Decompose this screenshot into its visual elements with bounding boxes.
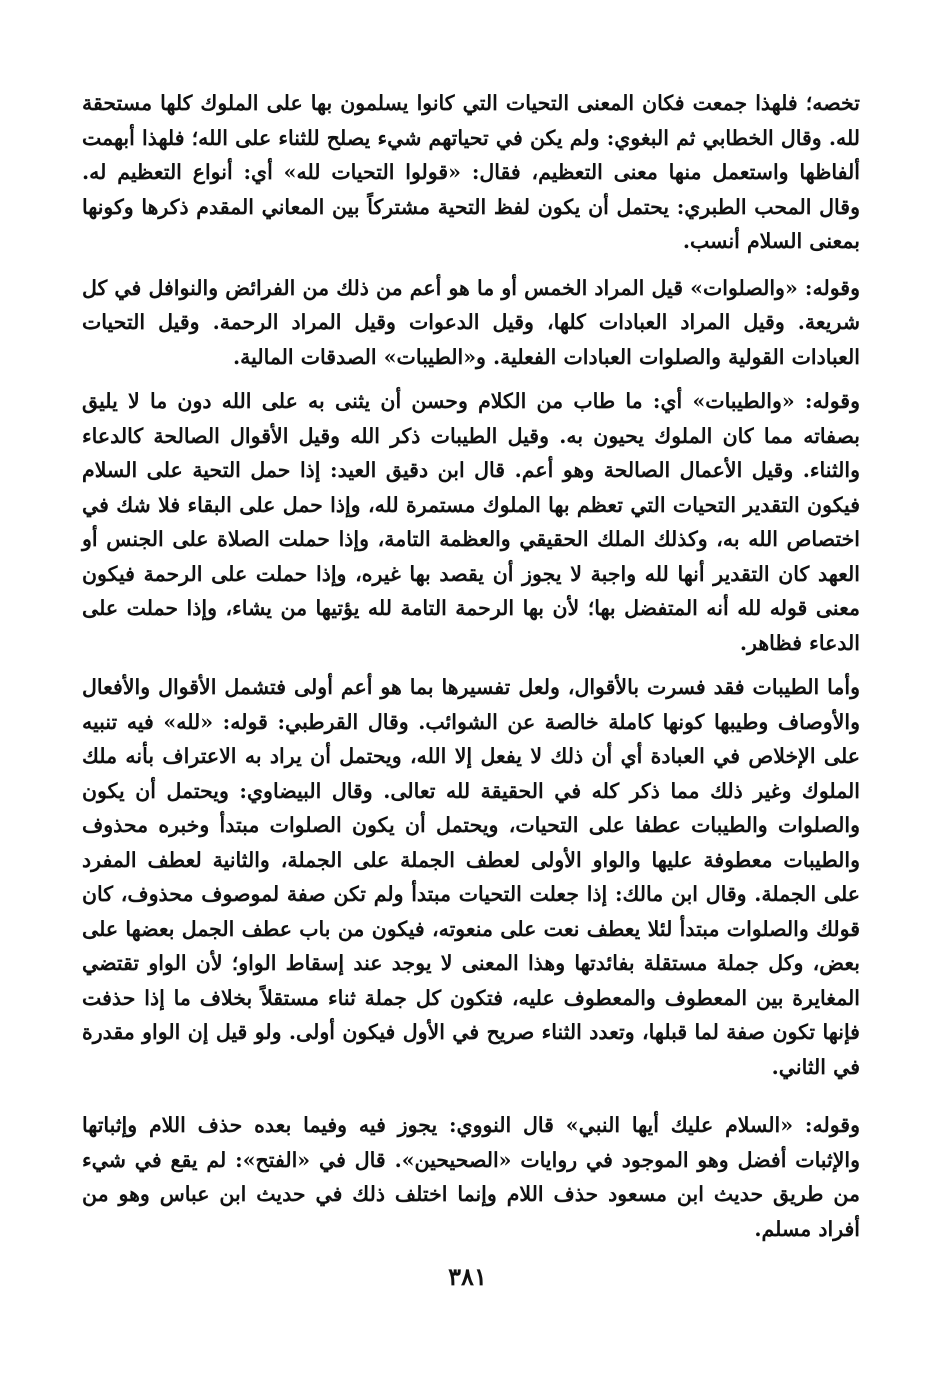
paragraph-tayyibat: وقوله: «والطيبات» أي: ما طاب من الكلام وحسن أن يثنى به على الله دون ما لا يليق بصفاته مما كان الملوك يحيون به. وقيل الطيبات ذكر الله وقيل الأقوال الصالحة كالدعاء والثناء. وقيل الأعمال الصالحة وهو أعم. قال ابن دقيق العيد: إذا حمل التحية على السلام فيكون التقدير التحيات التي تعظم بها الملوك مستمرة لله، وإذا حمل على البقاء فلا شك في اختصاص الله به، وكذلك الملك الحقيقي والعظمة التامة، وإذا حملت الصلاة على الجنس أو العهد كان التقدير أنها لله واجبة لا يجوز أن يقصد بها غيره، وإذا حملت على الرحمة فيكون معنى قوله لله أنه المتفضل بها؛ لأن بها الرحمة التامة لله يؤتيها من يشاء، وإذا حملت على الدعاء فظاهر. xyxy=(82,389,860,655)
paragraph-salam: وقوله: «السلام عليك أيها النبي» قال النووي: يجوز فيه وفيما بعده حذف اللام وإثباتها والإثبات أفضل وهو الموجود في روايات «الصحيحين». قال في «الفتح»: لم يقع في شيء من طريق حديث ابن مسعود حذف اللام وإنما اختلف ذلك في حديث ابن عباس وهو من أفراد مسلم. xyxy=(82,1113,860,1241)
page-body xyxy=(82,86,860,1246)
paragraph-tayyibat-tafsir: وأما الطيبات فقد فسرت بالأقوال، ولعل تفسيرها بما هو أعم أولى فتشمل الأقوال والأفعال والأوصاف وطيبها كونها كاملة خالصة عن الشوائب. وقال القرطبي: قوله: «لله» فيه تنبيه على الإخلاص في العبادة أي أن ذلك لا يفعل إلا الله، ويحتمل أن يراد به الاعتراف بأنه ملك الملوك وغير ذلك مما ذكر كله في الحقيقة لله تعالى. وقال البيضاوي: ويحتمل أن يكون والصلوات والطيبات عطفا على التحيات، ويحتمل أن يكون الصلوات مبتدأ وخبره محذوف والطيبات معطوفة عليها والواو الأولى لعطف الجملة على الجملة، والثانية لعطف المفرد على الجملة. وقال ابن مالك: إذا جعلت التحيات مبتدأ ولم تكن صفة لموصوف محذوف، كان قولك والصلوات مبتدأ لئلا يعطف نعت على منعوته، فيكون من باب عطف الجمل بعضها على بعض، وكل جملة مستقلة بفائدتها وهذا المعنى لا يوجد عند إسقاط الواو؛ لأن الواو تقتضي المغايرة بين المعطوف والمعطوف عليه، فتكون كل جملة ثناء مستقلاً بخلاف ما إذا حذفت فإنها تكون صفة لما قبلها، وتعدد الثناء صريح في الأول فيكون أولى. ولو قيل إن الواو مقدرة في الثاني. xyxy=(82,675,860,1079)
paragraph-salawat: وقوله: «والصلوات» قيل المراد الخمس أو ما هو أعم من ذلك من الفرائض والنوافل في كل شريعة. وقيل المراد العبادات كلها، وقيل الدعوات وقيل المراد الرحمة. وقيل التحيات العبادات القولية والصلوات العبادات الفعلية. و«الطيبات» الصدقات المالية. xyxy=(82,275,860,369)
paragraph-tahiyyat: تخصه؛ فلهذا جمعت فكان المعنى التحيات التي كانوا يسلمون بها على الملوك كلها مستحقة لله. وقال الخطابي ثم البغوي: ولم يكن في تحياتهم شيء يصلح للثناء على الله؛ فلهذا أبهمت ألفاظها واستعمل منها معنى التعظيم، فقال: «قولوا التحيات لله» أي: أنواع التعظيم له. وقال المحب الطبري: يحتمل أن يكون لفظ التحية مشتركاً بين المعاني المقدم ذكرها وكونها بمعنى السلام أنسب. xyxy=(82,91,860,253)
page-number: ٣٨١ xyxy=(448,1262,487,1291)
